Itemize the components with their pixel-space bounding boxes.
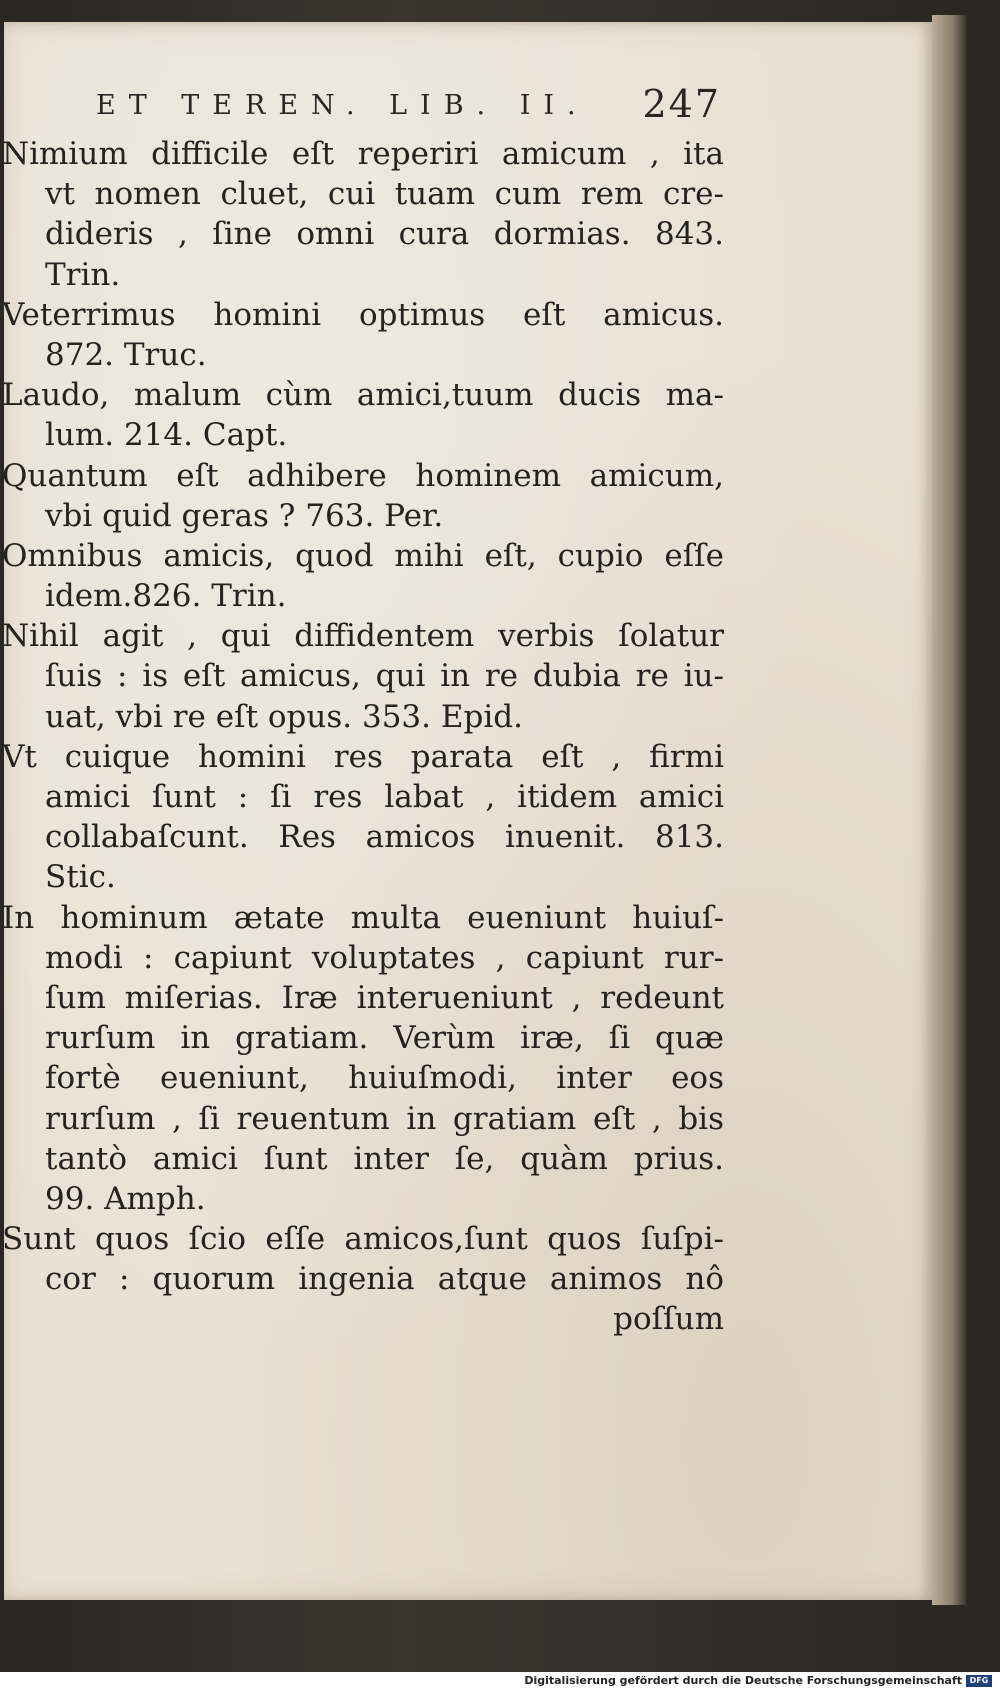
- main-text: [2, 134, 724, 1340]
- text-line: ſum miſerias. Iræ interueniunt , redeunt: [45, 979, 724, 1016]
- text-line: Veterrimus homini optimus eſt amicus.: [2, 296, 724, 333]
- text-line: Stic.: [45, 859, 116, 896]
- text-line: vbi quid geras ? 763. Per.: [45, 497, 444, 534]
- running-head: [96, 84, 721, 130]
- text-line: Quantum eſt adhibere hominem amicum,: [2, 457, 724, 494]
- text-line: tantò amici ſunt inter ſe, quàm prius.: [45, 1140, 724, 1177]
- text-line: In hominum ætate multa eueniunt huiuſ-: [2, 899, 724, 936]
- text-line: lum. 214. Capt.: [45, 417, 288, 454]
- page-number: 247: [642, 82, 721, 126]
- text-line: ſuis : is eſt amicus, qui in re dubia re iu-: [45, 658, 724, 695]
- text-line: rurſum , ſi reuentum in gratiam eſt , bis: [45, 1100, 724, 1137]
- text-line: collabaſcunt. Res amicos inuenit. 813.: [45, 819, 724, 856]
- dfg-logo: DFG: [966, 1675, 992, 1687]
- text-line: Nimium difficile eſt reperiri amicum , ita: [2, 136, 724, 172]
- text-line: Vt cuique homini res parata eſt , firmi: [2, 738, 724, 775]
- text-line: Sunt quos ſcio eſſe amicos,ſunt quos ſuſpi-: [2, 1221, 724, 1258]
- page-edge: [932, 15, 966, 1605]
- text-line: uat, vbi re eſt opus. 353. Epid.: [45, 698, 523, 735]
- text-line: poſſum: [613, 1301, 724, 1338]
- text-line: fortè eueniunt, huiuſmodi, inter eos: [45, 1060, 724, 1097]
- text-line: Omnibus amicis, quod mihi eſt, cupio eſſe: [2, 537, 724, 574]
- text-line: 872. Truc.: [45, 336, 207, 373]
- text-line: 99. Amph.: [45, 1180, 206, 1217]
- text-line: cor : quorum ingenia atque animos nô: [45, 1261, 724, 1298]
- digitization-credit: Digitalisierung gefördert durch die Deutsche Forschungsgemeinschaft: [524, 1674, 962, 1687]
- text-line: modi : capiunt voluptates , capiunt rur-: [45, 939, 724, 976]
- text-line: dideris , ſine omni cura dormias. 843.: [45, 216, 724, 253]
- footer-bar: [0, 1672, 1000, 1691]
- text-line: idem.826. Trin.: [45, 578, 287, 615]
- running-head-title: ET TEREN. LIB. II.: [96, 90, 589, 121]
- text-line: vt nomen cluet, cui tuam cum rem cre-: [45, 176, 724, 213]
- text-line: rurſum in gratiam. Verùm iræ, ſi quæ: [45, 1020, 724, 1057]
- text-line: amici ſunt : ſi res labat , itidem amici: [45, 779, 724, 815]
- text-line: Trin.: [45, 256, 121, 293]
- text-line: Laudo, malum cùm amici,tuum ducis ma-: [2, 377, 724, 414]
- text-line: Nihil agit , qui diffidentem verbis ſolatur: [2, 618, 724, 655]
